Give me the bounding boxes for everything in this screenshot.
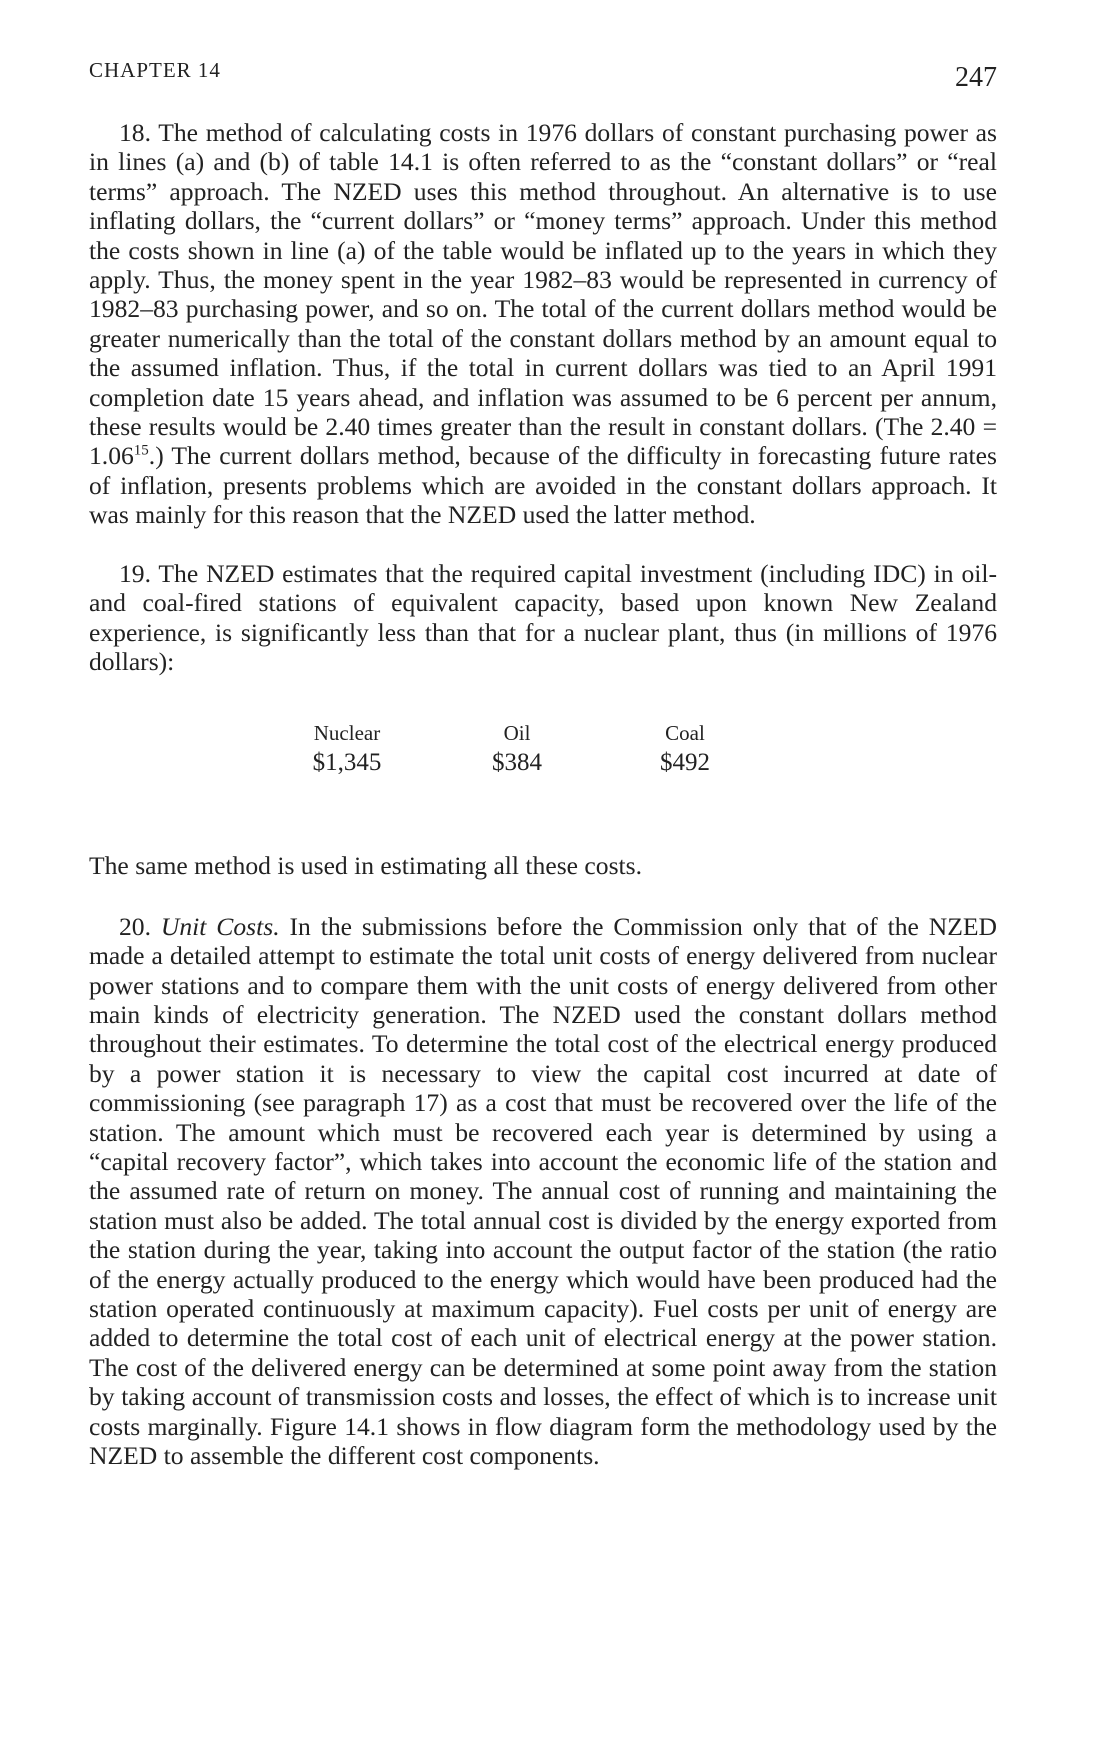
paragraph-20-text: In the submissions before the Commission only that of the NZED made a detailed attempt to estimate the total unit costs of energy delivered from nuclear power stations and to compare them with the unit costs of energy delivered from other main kinds of electricity generation. The NZED used the constant dollars method throughout their estimates. To determine the total cost of the electrical energy produced by a power station it is necessary to view the capital cost incurred at date of commissioning (see paragraph 17) as a cost that must be recovered over the life of the station. The amount which must be recovered each year is determined by using a “capital recovery factor”, which takes into account the economic life of the station and the assumed rate of return on money. The annual cost of running and maintaining the station must also be added. The total annual cost is divided by the energy exported from the station during the year, taking into account the output factor of the station (the ratio of the energy actually produced to the energy which would have been produced had the station operated continuously at maximum capacity). Fuel costs per unit of energy are added to determine the total cost of each unit of electrical energy at the power station. The cost of the delivered energy can be determined at some point away from the station by taking account of transmission costs and losses, the effect of which is to increase unit costs marginally. Figure 14.1 shows in flow diagram form the methodology used by the NZED to assemble the different cost components.	[89, 911, 998, 1471]
cost-label: Coal	[665, 721, 705, 746]
method-note: The same method is used in estimating all these costs.	[89, 851, 643, 881]
cost-column-coal	[635, 719, 735, 779]
cost-column-oil	[467, 719, 567, 779]
paragraph-18	[89, 118, 997, 530]
chapter-heading: CHAPTER 14	[89, 58, 221, 82]
cost-value: $384	[492, 749, 542, 777]
cost-label: Nuclear	[313, 721, 381, 746]
paragraph-19: 19. The NZED estimates that the required capital investment (including IDC) in oil- and coal-fired stations of equivalent capacity, based upon known New Zealand experience, is significantly less than that for a nuclear plant, thus (in millions of 1976 dollars):	[89, 558, 997, 676]
paragraph-20	[89, 912, 997, 1471]
capital-cost-table	[89, 719, 997, 811]
paragraph-20-heading: Unit Costs.	[160, 911, 280, 941]
paragraph-18-tail: .) The current dollars method, because of the difficulty in forecasting future rates of inflation, presents problems which are avoided in the constant dollars approach. It was mainly for this reason that the NZED used the latter method.	[89, 441, 997, 530]
exponent: 15	[133, 442, 149, 459]
cost-value: $1,345	[312, 749, 382, 777]
cost-column-nuclear	[297, 719, 397, 779]
paragraph-18-text: 18. The method of calculating costs in 1976 dollars of constant purchasing power as in lines (a) and (b) of table 14.1 is often referred to as the “constant dollars” or “real terms” approach. The NZED uses this method throughout. An alternative is to use inflating dollars, the “current dollars” or “money terms” approach. Under this method the costs shown in line (a) of the table would be inflated up to the years in which they apply. Thus, the money spent in the year 1982–83 would be represented in currency of 1982–83 purchasing power, and so on. The total of the current dollars method would be greater numerically than the total of the constant dollars method by an amount equal to the assumed inflation. Thus, if the total in current dollars was tied to an April 1991 completion date 15 years ahead, and inflation was assumed to be 6 percent per annum, these results would be 2.40 times greater than the result in constant dollars. (The 2.40 = 1.06	[89, 118, 997, 471]
page-header	[89, 52, 997, 92]
paragraph-20-number: 20.	[119, 911, 161, 941]
cost-label: Oil	[503, 721, 531, 746]
page-number: 247	[955, 62, 997, 93]
cost-value: $492	[660, 749, 710, 777]
body-text	[89, 118, 997, 1470]
